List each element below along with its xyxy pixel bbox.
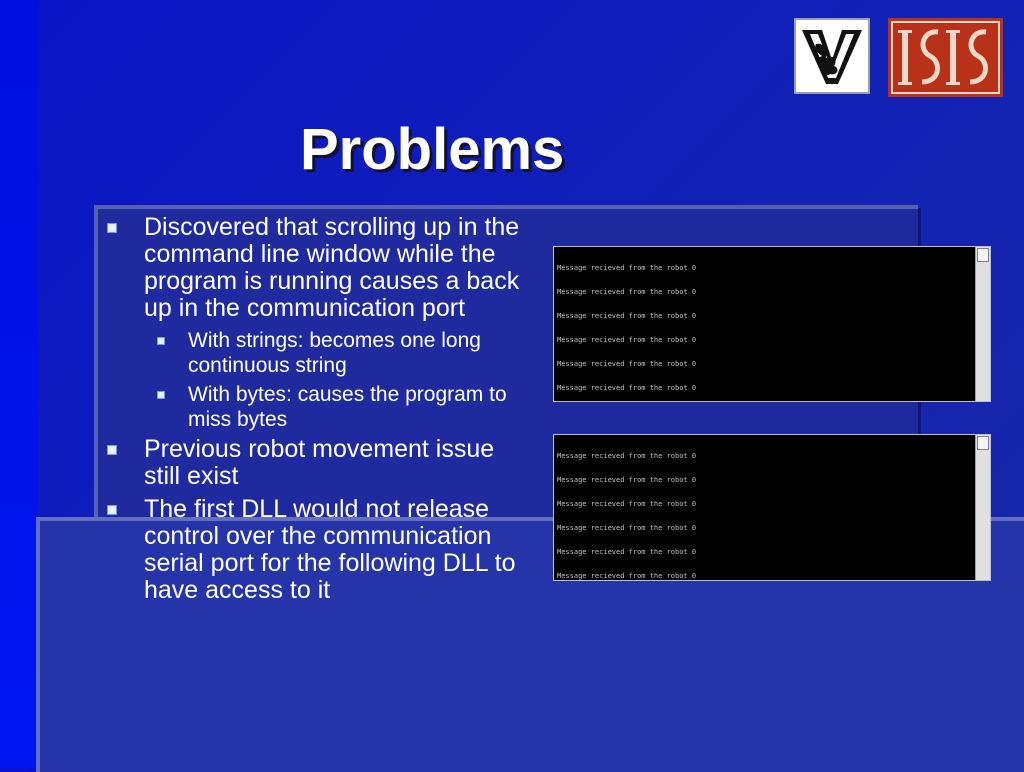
sub-bullet-item xyxy=(104,382,534,432)
left-accent-bar xyxy=(0,0,38,768)
console-line: Message recieved from the robot 0 xyxy=(557,452,697,460)
console-line: Message recieved from the robot 0 xyxy=(557,312,697,320)
console-line: Message recieved from the robot 0 xyxy=(557,336,697,344)
vanderbilt-v-icon xyxy=(796,20,868,92)
sub-bullet-text: With strings: becomes one long continuous string xyxy=(188,329,481,377)
console-line: Message recieved from the robot 0 xyxy=(557,524,697,532)
console-line: Message recieved from the robot 0 xyxy=(557,384,697,392)
isis-letters-icon xyxy=(888,18,1003,97)
console-line: Message recieved from the robot 0 xyxy=(557,360,697,368)
square-bullet-icon xyxy=(157,391,165,399)
bullet-text: Discovered that scrolling up in the command line window while the program is running causes a back up in the communication port xyxy=(144,213,520,322)
bullet-item xyxy=(104,214,534,322)
console-line: Message recieved from the robot 0 xyxy=(557,476,697,484)
console-line: Message recieved from the robot 0 xyxy=(557,572,697,580)
console-screenshot-1 xyxy=(553,246,991,402)
console-line: Message recieved from the robot 0 xyxy=(557,264,697,272)
scrollbar-up-arrow[interactable] xyxy=(977,248,989,262)
console-output xyxy=(557,436,974,581)
slide-title: Problems xyxy=(300,117,565,182)
console-scrollbar[interactable] xyxy=(975,435,990,580)
console-line: Message recieved from the robot 0 xyxy=(557,500,697,508)
square-bullet-icon xyxy=(107,445,117,455)
console-line: Message recieved from the robot 0 xyxy=(557,288,697,296)
bullet-text: Previous robot movement issue still exist xyxy=(144,435,495,490)
square-bullet-icon xyxy=(157,337,165,345)
console-line: Message recieved from the robot 0 xyxy=(557,548,697,556)
sub-bullet-item xyxy=(104,328,534,378)
console-output xyxy=(557,248,974,402)
bullet-list xyxy=(104,214,534,610)
bullet-item xyxy=(104,496,534,604)
isis-logo xyxy=(888,18,1003,97)
console-screenshot-2 xyxy=(553,434,991,581)
bullet-item xyxy=(104,436,534,490)
square-bullet-icon xyxy=(107,223,117,233)
square-bullet-icon xyxy=(107,505,117,515)
sub-bullet-text: With bytes: causes the program to miss bytes xyxy=(188,383,507,431)
vanderbilt-logo xyxy=(794,18,870,94)
bullet-text: The first DLL would not release control over the communication serial port for the following DLL to have access to it xyxy=(144,495,516,604)
console-scrollbar[interactable] xyxy=(975,247,990,401)
scrollbar-up-arrow[interactable] xyxy=(977,436,989,450)
